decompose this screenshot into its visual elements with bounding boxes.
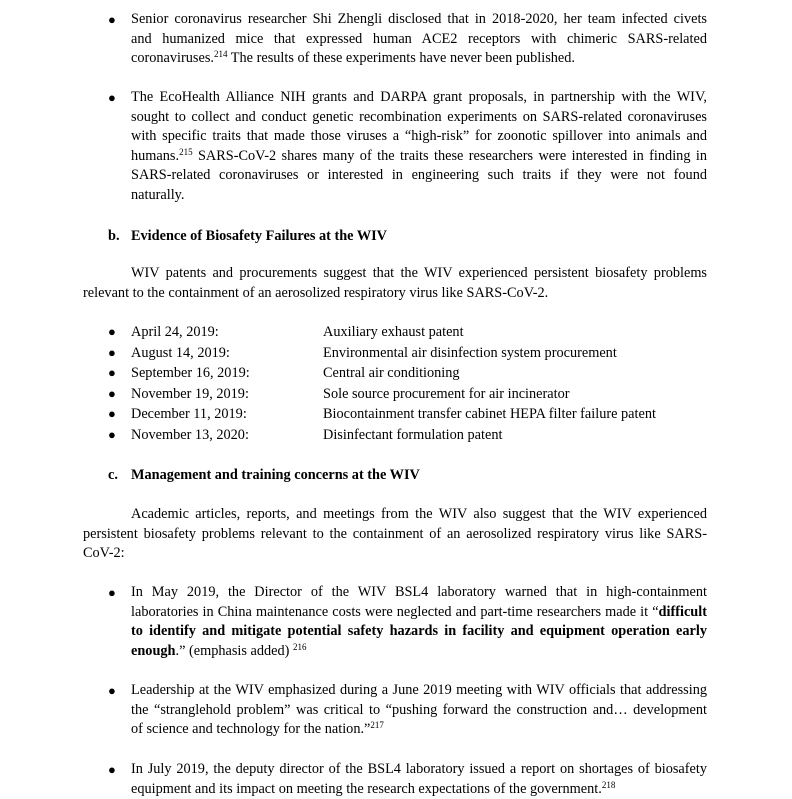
text-line: coronaviruses.$^{214}$ The results of these experiments have never been published. [131,49,576,67]
text-line: In July 2019, the deputy director of the BSL4 laboratory issued a report on shortages of biosafety [131,761,707,777]
item-description: Environmental air disinfection system procurement [323,344,617,361]
item-date: August 14, 2019: [131,344,230,361]
footnote-ref: 214 [213,49,228,60]
bullet-paragraph-shi-zhengli [131,10,707,69]
section-c-paragraph [83,505,707,564]
item-date: December 11, 2019: [131,406,247,422]
section-b-paragraph [83,264,707,303]
bullet-icon: ● [108,762,116,777]
text-line: Leadership at the WIV emphasized during a June 2019 meeting with WIV officials that addressing [131,682,707,698]
text-line [131,622,707,642]
item-description: Central air conditioning [323,365,460,381]
bullet-icon: ● [108,385,116,401]
footnote-ref: 218 [601,779,616,790]
bullet-paragraph-deputy-director [131,760,707,799]
emphasis-text: enough [131,642,176,659]
text-line: the “stranglehold problem” was critical to “pushing forward the construction and… development [131,701,707,718]
bullet-icon: ● [108,426,116,442]
text-line: WIV patents and procurements suggest that the WIV experienced persistent biosafety problems [131,265,707,281]
item-date: September 16, 2019: [131,365,250,381]
footnote-ref: 216 [293,641,307,652]
item-date: November 13, 2020: [131,426,249,443]
section-title: Evidence of Biosafety Failures at the WIV [131,228,388,244]
item-date: April 24, 2019: [131,324,219,340]
text-line: In May 2019, the Director of the WIV BSL4 laboratory warned that in high-containment [131,584,707,600]
text-line: and humanized mice that expressed human ACE2 receptors with chimeric SARS-related [131,30,707,47]
text-line: naturally. [131,186,185,203]
footnote-ref: 215 [179,146,193,157]
text-line: sought to collect and conduct genetic recombination experiments on SARS-related coronaviruses [131,108,707,125]
bullet-icon: ● [108,406,116,421]
bullet-icon: ● [108,12,116,27]
item-description: Disinfectant formulation patent [323,426,503,443]
text-line: laboratories in China maintenance costs were neglected and part-time researchers made it “difficult [131,603,707,620]
text-line: with specific traits that made those viruses a “high-risk” for zoonotic spillover into animals and [131,128,707,145]
text-line: equipment and its impact on meeting the research expectations of the government.$^{218}$ [131,779,616,797]
text-line: persistent biosafety problems relevant to the containment of an aerosolized respiratory virus like SARS- [83,525,707,542]
bullet-icon: ● [108,90,116,105]
bullet-paragraph-bsl4-director [131,583,707,661]
bullet-icon: ● [108,683,116,698]
text-line: of science and technology for the nation.”$^{217}$ [131,720,384,738]
text-line: relevant to the containment of an aerosolized respiratory virus like SARS-CoV-2. [83,284,549,301]
text-line: humans.$^{215}$ SARS-CoV-2 shares many of the traits these researchers were interested in finding in [131,146,707,164]
text-line: Senior coronavirus researcher Shi Zhengli disclosed that in 2018-2020, her team infected civets [131,11,707,27]
section-letter: b. [108,228,120,244]
footnote-ref: 217 [370,720,384,731]
section-title: Management and training concerns at the WIV [131,467,420,483]
emphasis-text: difficult [658,603,707,620]
bullet-icon: ● [108,324,116,339]
text-line: CoV-2: [83,545,125,562]
item-description: Biocontainment transfer cabinet HEPA filter failure patent [323,406,656,422]
item-date: November 19, 2019: [131,385,249,402]
bullet-icon: ● [108,344,116,360]
bullet-icon: ● [108,585,116,600]
section-letter: c. [108,467,118,483]
text-line: Academic articles, reports, and meetings from the WIV also suggest that the WIV experienced [131,506,707,522]
bullet-paragraph-ecohealth [131,88,707,206]
section-c-heading [108,466,420,486]
text-line: enough.” (emphasis added) $^{216}$ [131,641,307,659]
item-description: Auxiliary exhaust patent [323,324,464,340]
section-b-heading [108,227,387,247]
text-line: The EcoHealth Alliance NIH grants and DARPA grant proposals, in partnership with the WIV, [131,89,707,105]
item-description: Sole source procurement for air incinerator [323,385,570,402]
emphasis-text: to identify and mitigate potential safety hazards in facility and equipment operation early [131,623,707,640]
bullet-icon: ● [108,365,116,380]
bullet-paragraph-leadership [131,681,707,740]
text-line: SARS-related coronaviruses or interested in engineering such traits if they were not found [131,167,707,184]
